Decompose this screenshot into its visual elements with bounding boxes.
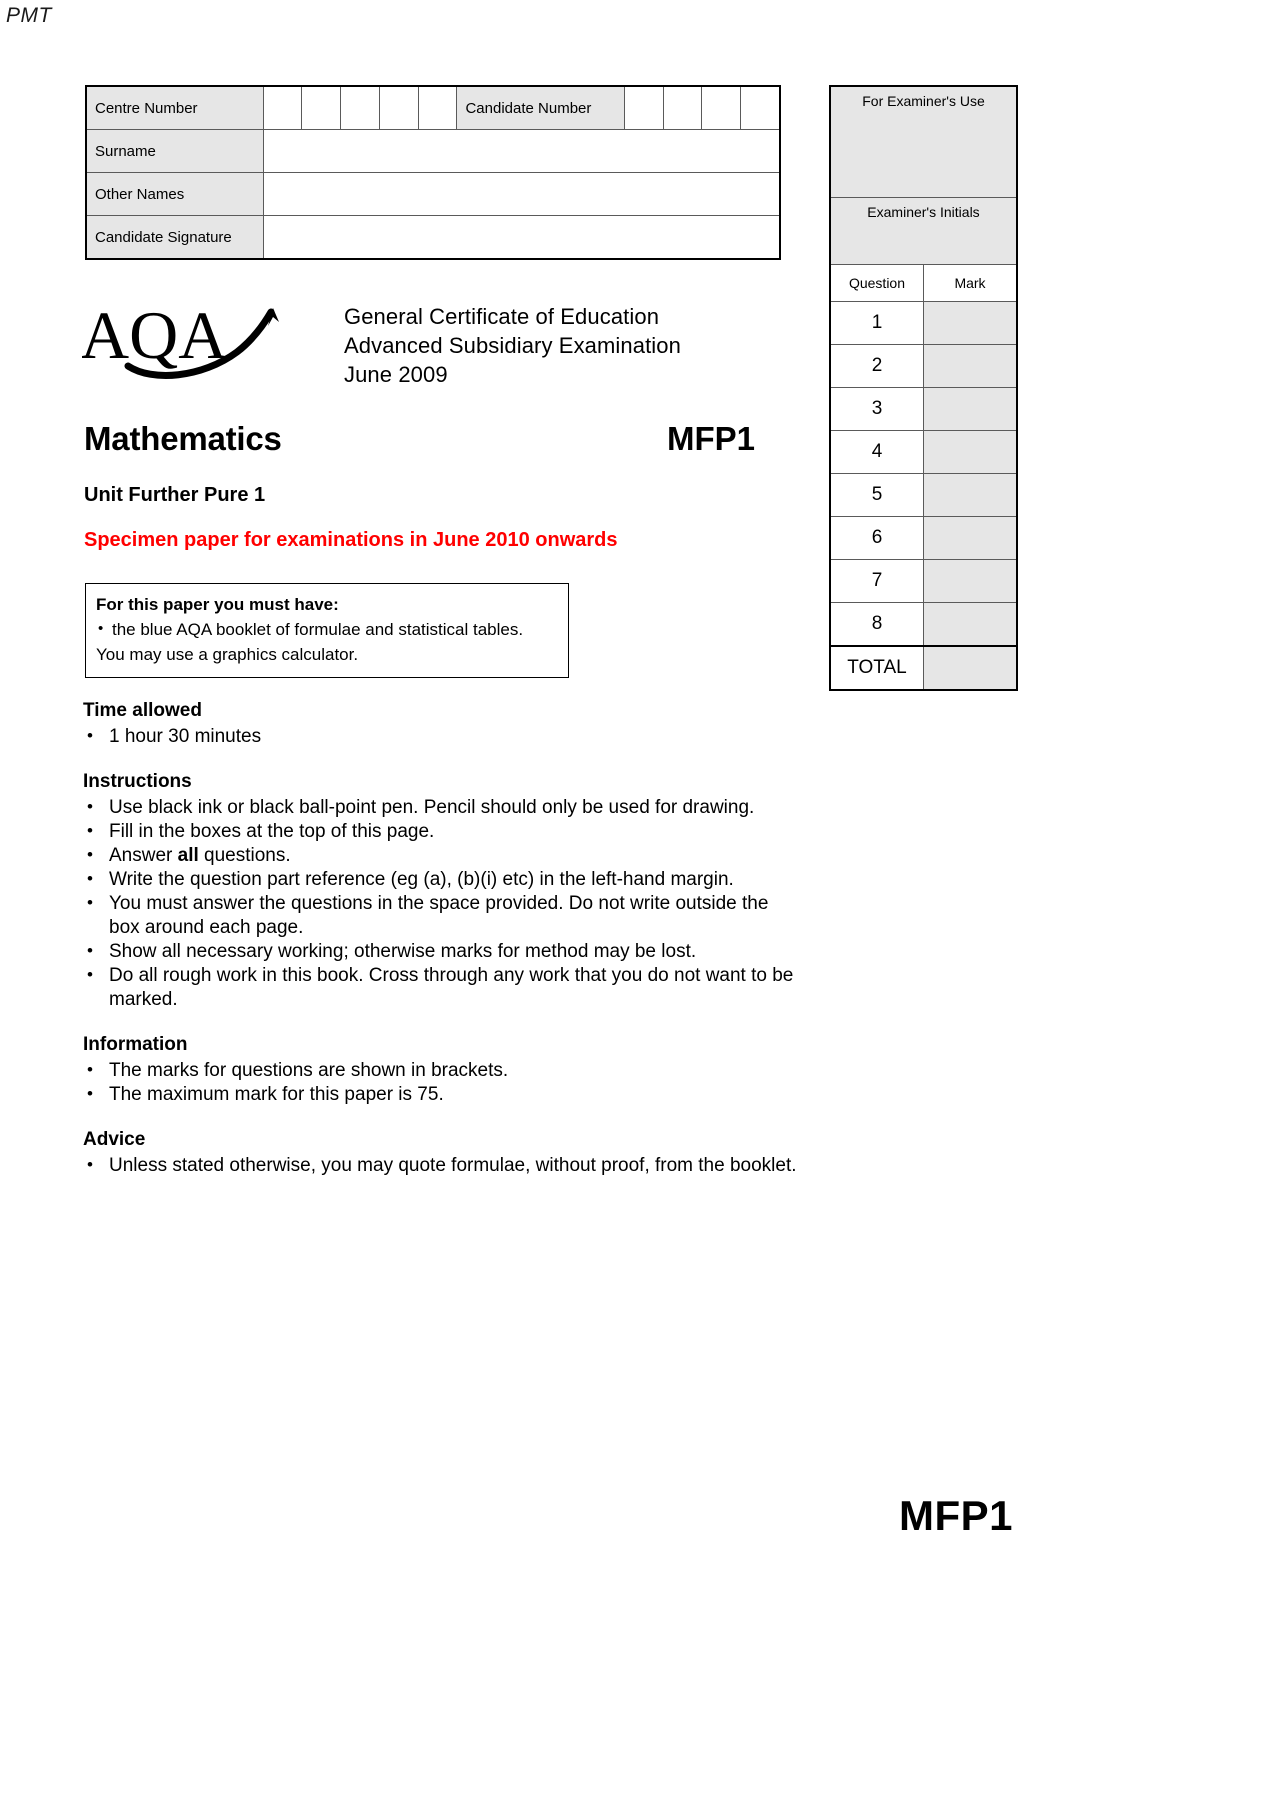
examiners-initials-label[interactable]: Examiner's Initials [830, 198, 1017, 265]
aqa-logo [82, 296, 312, 381]
table-row [830, 560, 1017, 603]
materials-title: For this paper you must have: [96, 595, 339, 614]
table-row-candidate-signature [86, 216, 780, 260]
list-item-answer-all [83, 844, 803, 868]
mark-field-5[interactable] [924, 474, 1018, 517]
other-names-label: Other Names [86, 173, 263, 216]
time-allowed-list [83, 725, 803, 749]
centre-number-label: Centre Number [86, 86, 263, 130]
mark-field-1[interactable] [924, 302, 1018, 345]
table-row [830, 603, 1017, 647]
gce-line-3: June 2009 [344, 362, 448, 387]
examiner-initials-row [830, 198, 1017, 265]
question-number-8: 8 [830, 603, 924, 647]
pmt-watermark: PMT [6, 4, 52, 27]
candidate-number-box-2[interactable] [663, 86, 702, 130]
mark-field-7[interactable] [924, 560, 1018, 603]
centre-number-box-3[interactable] [341, 86, 380, 130]
total-mark-field[interactable] [924, 646, 1018, 690]
svg-text:AQA: AQA [82, 297, 228, 373]
surname-field[interactable] [263, 130, 780, 173]
centre-number-box-2[interactable] [302, 86, 341, 130]
gce-line-1: General Certificate of Education [344, 304, 660, 329]
table-row [830, 302, 1017, 345]
for-examiners-use-label: For Examiner's Use [830, 86, 1017, 198]
mark-field-3[interactable] [924, 388, 1018, 431]
instruction-answer-all-text: Answer all questions. [109, 845, 291, 866]
aqa-logo-svg [82, 296, 312, 381]
centre-number-box-4[interactable] [379, 86, 418, 130]
table-row [830, 517, 1017, 560]
question-number-7: 7 [830, 560, 924, 603]
list-item: • Fill in the boxes at the top of this page. [83, 820, 803, 844]
list-item: • The maximum mark for this paper is 75. [83, 1083, 803, 1107]
paper-code-bottom: MFP1 [899, 1492, 1014, 1539]
mark-column-header: Mark [924, 265, 1018, 302]
materials-extra-note: You may use a graphics calculator. [96, 645, 359, 664]
mark-field-2[interactable] [924, 345, 1018, 388]
mark-field-4[interactable] [924, 431, 1018, 474]
information-heading: Information [83, 1034, 188, 1055]
paper-code-top: MFP1 [667, 420, 756, 457]
table-row-surname [86, 130, 780, 173]
table-row-total [830, 646, 1017, 690]
examiner-use-header-row [830, 86, 1017, 198]
list-item: • Show all necessary working; otherwise marks for method may be lost. [83, 940, 803, 964]
examiner-use-table [829, 85, 1018, 691]
time-allowed-heading: Time allowed [83, 700, 202, 721]
centre-number-box-5[interactable] [418, 86, 457, 130]
mark-field-8[interactable] [924, 603, 1018, 647]
page-title: Mathematics [84, 420, 282, 457]
specimen-note: Specimen paper for examinations in June 2010 onwards [84, 529, 618, 551]
candidate-details-table [85, 85, 781, 260]
instructions-list [83, 796, 803, 1012]
candidate-signature-field[interactable] [263, 216, 780, 260]
list-item: • Use black ink or black ball-point pen. Pencil should only be used for drawing. [83, 796, 803, 820]
advice-heading: Advice [83, 1129, 146, 1150]
information-list [83, 1059, 803, 1107]
list-item: • The marks for questions are shown in brackets. [83, 1059, 803, 1083]
table-row [830, 388, 1017, 431]
examiner-column-header-row [830, 265, 1017, 302]
question-number-1: 1 [830, 302, 924, 345]
mark-field-6[interactable] [924, 517, 1018, 560]
candidate-number-box-3[interactable] [702, 86, 741, 130]
unit-title: Unit Further Pure 1 [84, 484, 266, 506]
list-item: • You must answer the questions in the space provided. Do not write outside the box around each page. [83, 892, 803, 940]
list-item: • 1 hour 30 minutes [83, 725, 803, 749]
table-row [830, 345, 1017, 388]
materials-box [85, 583, 569, 678]
table-row-centre-candidate-number [86, 86, 780, 130]
candidate-signature-label: Candidate Signature [86, 216, 263, 260]
list-item: • Write the question part reference (eg (a), (b)(i) etc) in the left-hand margin. [83, 868, 803, 892]
total-label: TOTAL [830, 646, 924, 690]
table-row-other-names [86, 173, 780, 216]
question-number-5: 5 [830, 474, 924, 517]
candidate-number-box-1[interactable] [624, 86, 663, 130]
question-number-4: 4 [830, 431, 924, 474]
question-column-header: Question [830, 265, 924, 302]
question-number-6: 6 [830, 517, 924, 560]
list-item: • Unless stated otherwise, you may quote formulae, without proof, from the booklet. [83, 1154, 803, 1178]
instruction-bold-all: all [177, 845, 199, 866]
advice-list [83, 1154, 803, 1178]
instructions-sections [83, 698, 803, 1178]
candidate-number-label: Candidate Number [457, 86, 624, 130]
candidate-number-box-4[interactable] [741, 86, 780, 130]
other-names-field[interactable] [263, 173, 780, 216]
centre-number-box-1[interactable] [263, 86, 302, 130]
gce-line-2: Advanced Subsidiary Examination [344, 333, 681, 358]
materials-bullet-item: • the blue AQA booklet of formulae and statistical tables. [96, 617, 558, 642]
table-row [830, 431, 1017, 474]
instructions-heading: Instructions [83, 771, 192, 792]
question-number-3: 3 [830, 388, 924, 431]
list-item: • Do all rough work in this book. Cross through any work that you do not want to be marked. [83, 964, 803, 1012]
exam-header-lines [344, 302, 681, 389]
question-number-2: 2 [830, 345, 924, 388]
table-row [830, 474, 1017, 517]
surname-label: Surname [86, 130, 263, 173]
